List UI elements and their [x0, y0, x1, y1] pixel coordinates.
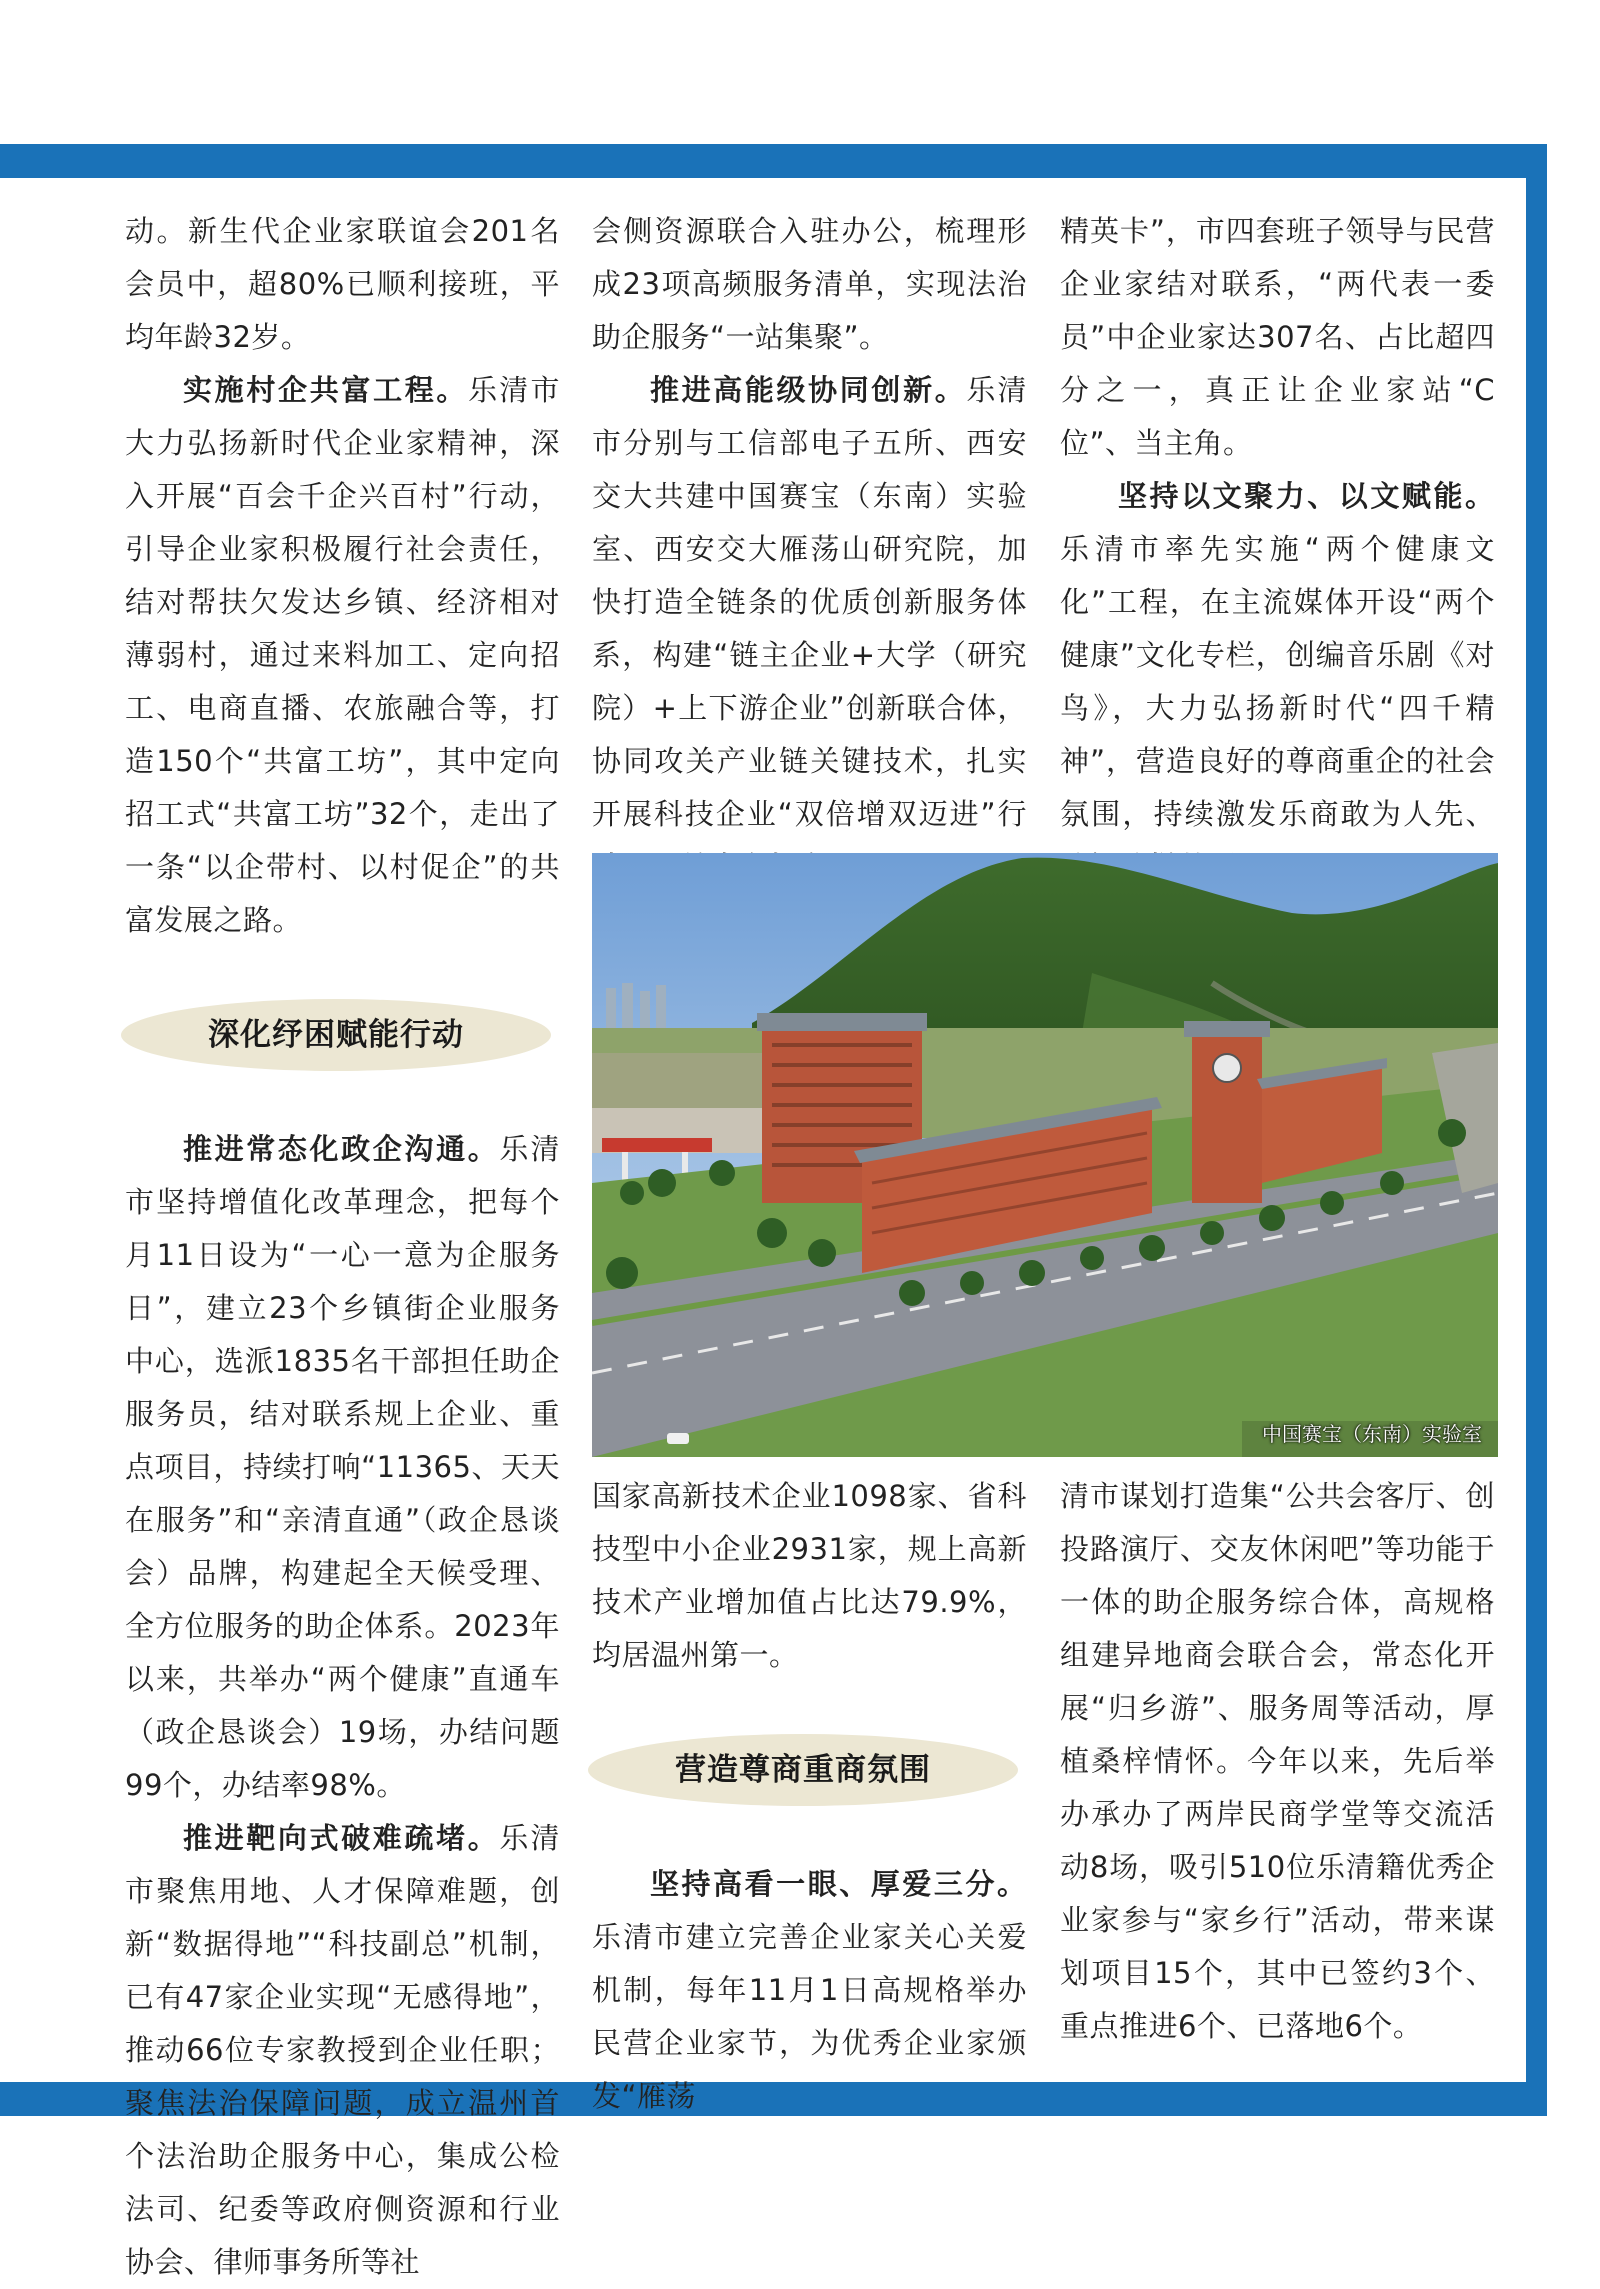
- col2-paragraph-3: 国家高新技术企业1098家、省科技型中小企业2931家，规上高新技术产业增加值占比达79.9%，均居温州第一。: [592, 1479, 1027, 1672]
- col3-paragraph-4: 清市谋划打造集“公共会客厅、创投路演厅、交友休闲吧”等功能于一体的助企服务综合体，高规格组建异地商会联合会，常态化开展“归乡游”、服务周等活动，厚植桑梓情怀。今年以来，先后举办承办了两岸民商学堂等交流活动8场，吸引510位乐清籍优秀企业家参与“家乡行”活动，带来谋划项目15个，其中已签约3个、重点推进6个、已落地6个。: [1060, 1479, 1495, 2043]
- col2-p4-text: 乐清市建立完善企业家关心关爱机制，每年11月1日高规格举办民营企业家节，为优秀企业家颁发“雁荡: [592, 1920, 1027, 2113]
- column-3-lower: [1060, 1470, 1495, 2053]
- col2-paragraph-1: 会侧资源联合入驻办公，梳理形成23项高频服务清单，实现法治助企服务“一站集聚”。: [592, 214, 1027, 354]
- col2-p2-text: 乐清市分别与工信部电子五所、西安交大共建中国赛宝（东南）实验室、西安交大雁荡山研究院，加快打造全链条的优质创新服务体系，构建“链主企业+大学（研究院）+上下游企业”创新联合体，协同攻关产业链关键技术，扎实开展科技企业“双倍增双迈进”行: [592, 373, 1027, 831]
- col2-paragraph-2: [592, 364, 1027, 894]
- aerial-scene-illustration: [592, 853, 1498, 1457]
- lab-building-photo: [592, 853, 1498, 1457]
- section-heading-2: 营造尊商重商氛围: [588, 1734, 1018, 1806]
- col2-p2-lead: 推进高能级协同创新。: [650, 373, 967, 407]
- col2-paragraph-4: [592, 1858, 1027, 2123]
- col1-paragraph-1: 动。新生代企业家联谊会201名会员中，超80%已顺利接班，平均年龄32岁。: [125, 214, 560, 354]
- col1-paragraph-2: [125, 364, 560, 947]
- col1-p4-text: 乐清市聚焦用地、人才保障难题，创新“数据得地”“科技副总”机制，已有47家企业实现“无感得地”，推动66位专家教授到企业任职；聚焦法治保障问题，成立温州首个法治助企服务中心，集成公检法司、纪委等政府侧资源和行业协会、律师事务所等社: [125, 1821, 560, 2279]
- column-1: [125, 205, 560, 2289]
- col1-p3-text: 乐清市坚持增值化改革理念，把每个月11日设为“一心一意为企服务日”，建立23个乡镇街企业服务中心，选派1835名干部担任助企服务员，结对联系规上企业、重点项目，持续打响“11365、天天在服务”和“亲清直通”（政企恳谈会）品牌，构建起全天候受理、全方位服务的助企体系。2023年以来，共举办“两个健康”直通车（政企恳谈会）19场，办结问题99个，办结率98%。: [125, 1132, 560, 1802]
- col3-paragraph-1: 精英卡”，市四套班子领导与民营企业家结对联系，“两代表一委员”中企业家达307名、占比超四分之一，真正让企业家站“C位”、当主角。: [1060, 214, 1495, 460]
- top-blue-band: [0, 144, 1547, 178]
- col2-p4-lead: 坚持高看一眼、厚爱三分。: [650, 1867, 1027, 1901]
- col3-p2-text: 乐清市率先实施“两个健康文化”工程，在主流媒体开设“两个健康”文化专栏，创编音乐剧《对鸟》，大力弘扬新时代“四千精神”，营造良好的尊商重企的社会氛围，持续激发乐商敢为人先、: [1060, 532, 1495, 831]
- col3-p2-lead: 坚持以文聚力、以文赋能。: [1118, 479, 1495, 513]
- col1-p4-lead: 推进靶向式破难疏堵。: [183, 1821, 500, 1855]
- column-2-lower: [592, 1470, 1027, 2123]
- col1-p2-lead: 实施村企共富工程。: [183, 373, 469, 407]
- right-blue-band: [1526, 144, 1547, 2116]
- col1-paragraph-3: [125, 1123, 560, 1812]
- column-2: [592, 205, 1027, 894]
- col1-p2-text: 乐清市大力弘扬新时代企业家精神，深入开展“百会千企兴百村”行动，引导企业家积极履行社会责任，结对帮扶欠发达乡镇、经济相对薄弱村，通过来料加工、定向招工、电商直播、农旅融合等，打造150个“共富工坊”，其中定向招工式“共富工坊”32个，走出了一条“以企带村、以村促企”的共富发展之路。: [125, 373, 560, 937]
- photo-caption: 中国赛宝（东南）实验室: [1262, 1422, 1482, 1446]
- section-heading-1: 深化纾困赋能行动: [121, 999, 551, 1071]
- col3-paragraph-2: [1060, 470, 1495, 894]
- col1-p3-lead: 推进常态化政企沟通。: [183, 1132, 500, 1166]
- col1-paragraph-4: [125, 1812, 560, 2289]
